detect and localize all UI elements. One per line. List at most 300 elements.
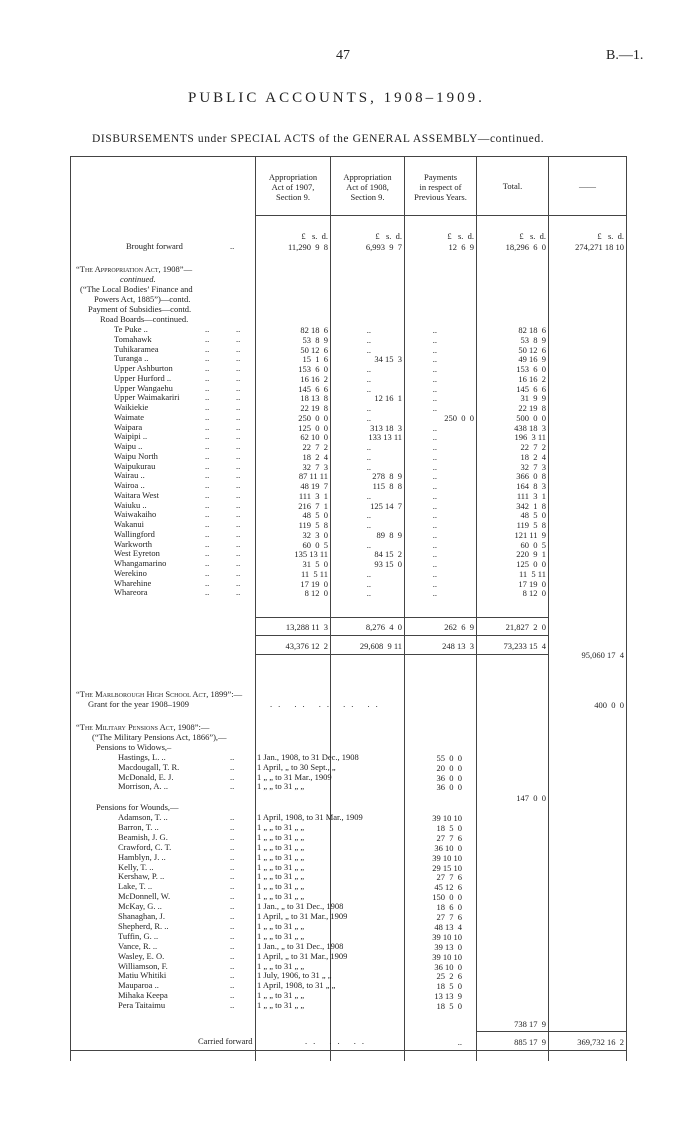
leader-dots: .. xyxy=(205,392,210,403)
road-board-1907: 31 5 0 xyxy=(302,559,328,569)
table-left-rule xyxy=(70,156,71,1061)
pension-amount: 150 0 0 xyxy=(432,892,462,903)
leader-dots: .. xyxy=(205,421,210,432)
leader-dots: .. xyxy=(236,372,241,383)
leader-dots: .. xyxy=(205,450,210,461)
road-board-name: Waipu .. xyxy=(114,441,143,451)
pension-period: 1 April, 1908, to 31 Mar., 1909 xyxy=(257,812,363,822)
pension-amount: 25 2 6 xyxy=(436,971,462,982)
leader-dots: .. xyxy=(236,363,241,373)
leader-dots: .. xyxy=(236,421,241,432)
pension-amount: 27 7 6 xyxy=(436,832,462,843)
pensioner-name: Shanaghan, J. xyxy=(118,911,165,921)
leader-dots: .. xyxy=(236,489,241,500)
leader-dots: .. xyxy=(236,343,241,354)
column-header-total: Total. xyxy=(502,181,523,191)
road-board-name: Waiwakaiho xyxy=(114,509,157,520)
road-board-previous: .. xyxy=(432,364,437,374)
subtotal-1908: 8,276 4 0 xyxy=(365,622,402,632)
brought-forward-grand: 274,271 18 10 xyxy=(575,242,624,252)
road-board-total: 119 5 8 xyxy=(516,520,546,530)
road-board-total: 11 5 11 xyxy=(519,568,546,579)
pension-amount: 18 5 0 xyxy=(436,1001,462,1012)
leader-dots: .. xyxy=(236,382,241,393)
road-board-total: 438 18 3 xyxy=(514,422,546,433)
pension-period: 1 „ „ to 31 „ „ xyxy=(257,871,305,882)
road-board-total: 50 12 6 xyxy=(518,344,546,355)
leader-dots: .. xyxy=(230,831,235,842)
road-board-1908: .. xyxy=(366,373,371,384)
road-board-previous: .. xyxy=(432,529,437,540)
brought-forward-label: Brought forward xyxy=(126,241,183,251)
road-board-previous: 250 0 0 xyxy=(444,412,474,423)
leader-dots: .. xyxy=(236,460,241,471)
cumulative-1908: 29,608 9 11 xyxy=(359,641,402,651)
leader-dots: .. xyxy=(230,812,235,822)
road-board-name: West Eyreton xyxy=(114,548,160,559)
leader-dots: .. xyxy=(230,771,235,782)
leader-dots: .. xyxy=(230,911,235,921)
road-board-1907: 18 2 4 xyxy=(302,451,328,462)
pensioner-name: Adamson, T. .. xyxy=(118,812,168,822)
road-board-previous: .. xyxy=(432,325,437,335)
road-board-total: 82 18 6 xyxy=(518,325,546,335)
pension-period: 1 Jan., „ to 31 Dec., 1908 xyxy=(257,901,344,912)
leader-dots: .. xyxy=(236,528,241,539)
pensioner-name: Lake, T. .. xyxy=(118,881,153,892)
col-rule xyxy=(255,156,256,1061)
section-subheading: Powers Act, 1885”)—contd. xyxy=(94,294,191,304)
subtotal-rule xyxy=(255,617,548,618)
pension-amount: 36 0 0 xyxy=(436,782,462,793)
road-board-1907: 53 8 9 xyxy=(302,334,328,345)
pensioner-name: McDonnell, W. xyxy=(118,891,171,902)
section-subheading: Payment of Subsidies—contd. xyxy=(88,304,192,314)
column-header-previous-years xyxy=(405,172,476,202)
leader-dots: .. xyxy=(205,333,210,344)
pension-period: 1 „ „ to 31 „ „ xyxy=(257,1000,305,1011)
leader-dots: .. xyxy=(205,480,210,490)
leader-dots: .. xyxy=(205,324,210,334)
leader-dots: .. xyxy=(205,519,210,529)
road-board-1908: 12 16 1 xyxy=(374,393,402,404)
leader-dots: .. xyxy=(205,343,210,354)
leader-dots: .. xyxy=(230,851,235,862)
pension-period: 1 „ „ to 31 „ „ xyxy=(257,851,305,862)
cumulative-total: 73,233 15 4 xyxy=(503,641,546,651)
road-board-1908: .. xyxy=(366,344,371,355)
road-board-name: Upper Wangaehu xyxy=(114,382,173,393)
road-board-1907: 18 13 8 xyxy=(300,393,328,404)
road-board-total: 53 8 9 xyxy=(520,334,546,345)
leader-dots: .. xyxy=(230,930,235,941)
road-board-total: 32 7 3 xyxy=(520,461,546,472)
cumulative-1907: 43,376 12 2 xyxy=(285,641,328,651)
leader-dots: .. xyxy=(205,509,210,520)
road-board-previous: .. xyxy=(432,383,437,394)
pensioner-name: Macdougall, T. R. xyxy=(118,761,180,772)
road-board-1907: 216 7 1 xyxy=(298,500,328,511)
road-board-1908: .. xyxy=(366,490,371,501)
pensioner-name: Williamson, F. xyxy=(118,960,168,971)
leader-dots: .. xyxy=(230,761,235,772)
road-board-total: 164 8 3 xyxy=(516,481,546,491)
road-board-total: 125 0 0 xyxy=(516,559,546,569)
leader-dots: .. xyxy=(230,821,235,832)
road-board-1907: 111 3 1 xyxy=(298,490,328,501)
subtotal-rule xyxy=(255,635,548,636)
road-board-total: 31 9 9 xyxy=(520,393,546,404)
leader-dots: .. xyxy=(205,353,210,364)
header-line: Appropriation xyxy=(268,172,318,182)
pensioner-name: Kershaw, P. .. xyxy=(118,871,165,882)
road-board-previous: .. xyxy=(432,568,437,579)
brought-forward-previous: 12 6 9 xyxy=(448,242,474,252)
leader-dots: .. xyxy=(230,841,235,852)
road-board-previous: .. xyxy=(432,461,437,472)
leader-dots: .. xyxy=(236,333,241,344)
column-header-blank: —— xyxy=(579,181,596,191)
leader-dots: .. xyxy=(230,241,235,251)
wounds-heading: Pensions for Wounds,— xyxy=(96,802,179,812)
leader-dots: .. xyxy=(205,567,210,578)
road-board-total: 18 2 4 xyxy=(520,451,546,462)
header-line: in respect of xyxy=(419,182,462,192)
road-board-total: 196 3 11 xyxy=(514,432,546,443)
carried-forward-grand: 369,732 16 2 xyxy=(577,1037,624,1047)
road-board-name: Waiuku .. xyxy=(114,499,147,510)
section-heading-marlborough: “The Marlborough High School Act, 1899”:— xyxy=(76,689,243,699)
road-board-1908: 278 8 9 xyxy=(372,471,402,482)
leader-dots: .. xyxy=(230,901,235,912)
pension-period: 1 April, „ to 30 Sept., „ xyxy=(257,761,336,772)
header-rule xyxy=(255,215,626,216)
section-continued: continued. xyxy=(120,274,156,284)
road-board-name: Upper Ashburton xyxy=(114,363,173,373)
road-board-1907: 135 13 11 xyxy=(294,549,328,560)
pensioner-name: Wasley, E. O. xyxy=(118,950,165,961)
road-board-name: Warkworth xyxy=(114,538,153,549)
pension-period: 1 „ „ to 31 „ „ xyxy=(257,891,305,902)
leader-dots: .. xyxy=(230,960,235,971)
brought-forward-1907: 11,290 9 8 xyxy=(287,242,328,252)
pension-period: 1 „ „ to 31 „ „ xyxy=(257,841,305,852)
leader-dots: .. xyxy=(205,441,210,451)
leader-dots: .. xyxy=(236,431,241,442)
leader-dots: .. xyxy=(205,558,210,568)
road-board-1908: .. xyxy=(366,588,371,599)
pension-period: 1 July, 1906, to 31 „ „ xyxy=(257,970,332,981)
road-board-1908: .. xyxy=(366,403,371,413)
pension-amount: 55 0 0 xyxy=(436,753,462,763)
pension-period: 1 „ „ to 31 „ „ xyxy=(257,861,305,872)
subtotal-1907: 13,288 11 3 xyxy=(285,622,328,632)
road-board-previous: .. xyxy=(432,432,437,443)
pension-amount: 36 0 0 xyxy=(436,772,462,783)
road-board-1908: .. xyxy=(366,578,371,589)
road-board-1907: 17 19 0 xyxy=(300,578,328,589)
pensioner-name: Mauparoa .. xyxy=(118,980,159,991)
leader-dots: .. xyxy=(230,1000,235,1011)
road-board-previous: .. xyxy=(432,334,437,345)
road-board-name: Waipara xyxy=(114,421,143,432)
pension-amount: 27 7 6 xyxy=(436,872,462,883)
leader-dots: .. xyxy=(230,871,235,882)
leader-dots: .. xyxy=(236,587,241,598)
pension-amount: 39 13 0 xyxy=(434,941,462,952)
road-board-1907: 8 12 0 xyxy=(304,588,328,599)
leader-dots: .. xyxy=(205,538,210,549)
road-board-1907: 15 1 6 xyxy=(302,354,328,365)
leader-dots: .. xyxy=(205,577,210,588)
header-line: Act of 1907, xyxy=(271,182,315,192)
road-board-total: 145 6 6 xyxy=(516,383,546,394)
brought-forward-1908: 6,993 9 7 xyxy=(365,242,402,252)
section-subheading: (“The Military Pensions Act, 1866”),— xyxy=(92,732,227,742)
leader-dots: .. xyxy=(236,519,241,529)
road-board-previous: .. xyxy=(432,490,437,501)
leader-dots: .. .. .. xyxy=(305,1036,370,1046)
pension-period: 1 April, 1908, to 31 „ „ xyxy=(257,980,336,991)
leader-dots: .. xyxy=(236,402,241,412)
leader-dots: .. xyxy=(236,450,241,461)
road-board-name: Tuhikaramea xyxy=(114,343,159,354)
road-board-previous: .. xyxy=(432,559,437,569)
pensioner-name: McKay, G. .. xyxy=(118,901,162,912)
road-board-previous: .. xyxy=(432,422,437,433)
road-board-1907: 16 16 2 xyxy=(300,373,328,384)
leader-dots: .. xyxy=(236,441,241,451)
leader-dots: .. xyxy=(230,980,235,991)
road-board-total: 17 19 0 xyxy=(518,578,546,589)
page-number: 47 xyxy=(336,48,350,63)
pension-amount: 29 15 10 xyxy=(432,862,462,873)
pensioner-name: Matiu Whitiki xyxy=(118,970,167,981)
pension-period: 1 „ „ to 31 Mar., 1909 xyxy=(257,771,332,782)
subtotal-rule xyxy=(255,654,548,655)
section-subheading: Road Boards—continued. xyxy=(100,314,189,324)
road-board-1907: 250 0 0 xyxy=(298,412,328,423)
road-board-1907: 32 3 0 xyxy=(302,529,328,540)
road-board-1908: 84 15 2 xyxy=(374,549,402,560)
pension-amount: 13 13 9 xyxy=(434,991,462,1002)
units-label: £ s. d. xyxy=(597,231,624,241)
col-rule xyxy=(476,156,477,1061)
road-board-1907: 48 5 0 xyxy=(302,510,328,521)
widows-total: 147 0 0 xyxy=(516,793,546,803)
pensioner-name: McDonald, E. J. xyxy=(118,771,174,782)
road-board-previous: .. xyxy=(432,471,437,482)
pension-period: 1 April, „ to 31 Mar., 1909 xyxy=(257,950,348,961)
pension-period: 1 „ „ to 31 „ „ xyxy=(257,781,305,792)
cumulative-previous: 248 13 3 xyxy=(442,641,474,651)
road-board-total: 111 3 1 xyxy=(516,490,546,501)
road-board-name: Waipukurau xyxy=(114,460,156,471)
pension-amount: 39 10 10 xyxy=(432,852,462,863)
leader-dots: .. xyxy=(236,538,241,549)
carried-forward-previous: .. xyxy=(457,1037,462,1047)
road-board-1908: .. xyxy=(366,412,371,423)
header-line: Appropriation xyxy=(343,172,392,182)
road-board-1907: 50 12 6 xyxy=(300,344,328,355)
leader-dots: .. xyxy=(205,431,210,442)
pension-amount: 45 12 6 xyxy=(434,882,462,893)
pension-period: 1 „ „ to 31 „ „ xyxy=(257,831,305,842)
header-line: Act of 1908, xyxy=(346,182,389,192)
road-board-1907: 87 11 11 xyxy=(298,471,328,482)
leader-dots: .. xyxy=(236,499,241,510)
marlborough-grant-label: Grant for the year 1908–1909 xyxy=(88,699,190,709)
widows-heading: Pensions to Widows,– xyxy=(96,742,172,752)
section-heading-appropriation: “The Appropriation Act, 1908”— xyxy=(76,264,193,274)
road-board-name: Waitara West xyxy=(114,489,159,500)
section-subheading: (“The Local Bodies’ Finance and xyxy=(80,284,193,294)
leader-dots: .. xyxy=(230,781,235,792)
road-board-name: Te Puke .. xyxy=(114,324,148,334)
leader-dots: .. .. .. .. .. xyxy=(270,699,384,709)
road-board-1908: .. xyxy=(366,364,371,374)
col-rule xyxy=(404,156,405,1061)
road-board-1908: .. xyxy=(366,520,371,530)
col-rule xyxy=(548,156,549,1061)
leader-dots: .. xyxy=(230,891,235,902)
road-board-total: 366 0 8 xyxy=(516,471,546,482)
pensioner-name: Mihaka Keepa xyxy=(118,990,168,1001)
leader-dots: .. xyxy=(236,353,241,364)
road-board-1907: 119 5 8 xyxy=(298,520,328,530)
pension-period: 1 „ „ to 31 „ „ xyxy=(257,960,305,971)
road-board-name: Waipu North xyxy=(114,450,158,461)
road-board-name: Wharehine xyxy=(114,577,152,588)
road-board-1907: 125 0 0 xyxy=(298,422,328,433)
road-board-1908: 115 8 8 xyxy=(372,481,402,491)
road-board-1908: .. xyxy=(366,383,371,394)
road-board-1908: .. xyxy=(366,539,371,550)
road-board-previous: .. xyxy=(432,539,437,550)
leader-dots: .. xyxy=(205,548,210,559)
road-board-name: Upper Waimakariri xyxy=(114,392,180,403)
units-label: £ s. d. xyxy=(519,231,546,241)
leader-dots: .. xyxy=(236,548,241,559)
carried-forward-rule xyxy=(476,1031,626,1032)
road-board-1908: 133 13 11 xyxy=(368,432,402,443)
road-board-name: Wairoa .. xyxy=(114,480,145,490)
leader-dots: .. xyxy=(205,411,210,422)
road-board-1907: 22 7 2 xyxy=(302,442,328,452)
road-board-1908: 89 8 9 xyxy=(376,529,402,540)
road-board-name: Waikiekie xyxy=(114,402,149,412)
leader-dots: .. xyxy=(236,411,241,422)
road-board-name: Waimate xyxy=(114,411,144,422)
leader-dots: .. xyxy=(230,990,235,1001)
leader-dots: .. xyxy=(236,480,241,490)
road-board-total: 60 0 5 xyxy=(520,539,546,550)
wounds-total: 738 17 9 xyxy=(514,1019,546,1029)
road-board-1907: 153 6 0 xyxy=(298,364,328,374)
road-board-total: 22 19 8 xyxy=(518,403,546,413)
road-board-1907: 32 7 3 xyxy=(302,461,328,472)
pension-amount: 36 10 0 xyxy=(434,961,462,972)
leader-dots: .. xyxy=(236,324,241,334)
road-board-total: 48 5 0 xyxy=(520,510,546,521)
pensioner-name: Pera Taitaimu xyxy=(118,1000,166,1011)
road-board-1908: 125 14 7 xyxy=(370,500,402,511)
leader-dots: .. xyxy=(236,558,241,568)
road-board-name: Wairau .. xyxy=(114,470,145,481)
road-board-previous: .. xyxy=(432,500,437,511)
leader-dots: .. xyxy=(236,577,241,588)
column-header-1908 xyxy=(331,172,404,202)
pension-amount: 27 7 6 xyxy=(436,912,462,922)
pensioner-name: Kelly, T. .. xyxy=(118,861,154,872)
pension-amount: 18 5 0 xyxy=(436,981,462,992)
road-board-1907: 48 19 7 xyxy=(300,481,328,491)
leader-dots: .. xyxy=(230,950,235,961)
pension-amount: 39 10 10 xyxy=(432,931,462,942)
pensioner-name: Morrison, A. .. xyxy=(118,781,169,792)
pensioner-name: Hastings, L. .. xyxy=(118,752,166,762)
section-grand-total: 95,060 17 4 xyxy=(581,650,624,660)
leader-dots: .. xyxy=(205,363,210,373)
leader-dots: .. xyxy=(230,940,235,951)
road-board-name: Whareora xyxy=(114,587,148,598)
leader-dots: .. xyxy=(205,372,210,383)
leader-dots: .. xyxy=(205,470,210,481)
page-subtitle: DISBURSEMENTS under SPECIAL ACTS of the GENERAL ASSEMBLY—continued. xyxy=(92,133,545,145)
pension-period: 1 „ „ to 31 „ „ xyxy=(257,821,305,832)
road-board-previous: .. xyxy=(432,481,437,491)
road-board-1908: 34 15 3 xyxy=(374,354,402,365)
road-board-previous: .. xyxy=(432,451,437,462)
road-board-previous: .. xyxy=(432,393,437,404)
leader-dots: .. xyxy=(236,470,241,481)
brought-forward-total: 18,296 6 0 xyxy=(505,242,546,252)
section-heading-military: “The Military Pensions Act, 1908”:— xyxy=(76,722,210,732)
subtotal-previous: 262 6 9 xyxy=(444,622,474,632)
leader-dots: .. xyxy=(236,567,241,578)
header-line: Previous Years. xyxy=(414,192,467,202)
units-label: £ s. d. xyxy=(375,231,402,241)
road-board-total: 16 16 2 xyxy=(518,373,546,384)
units-label: £ s. d. xyxy=(447,231,474,241)
road-board-total: 121 11 9 xyxy=(514,529,546,540)
road-board-total: 8 12 0 xyxy=(522,588,546,599)
road-board-previous: .. xyxy=(432,344,437,355)
carried-forward-label: Carried forward xyxy=(198,1036,253,1046)
road-board-previous: .. xyxy=(432,549,437,560)
document-reference: B.—1. xyxy=(606,48,644,63)
leader-dots: .. xyxy=(230,881,235,892)
road-board-1907: 82 18 6 xyxy=(300,325,328,335)
table-top-rule xyxy=(70,156,626,157)
pensioner-name: Hamblyn, J. .. xyxy=(118,851,166,862)
pensioner-name: Shepherd, R. .. xyxy=(118,920,169,931)
pension-amount: 48 13 4 xyxy=(434,921,462,932)
pension-period: 1 „ „ to 31 „ „ xyxy=(257,881,305,892)
leader-dots: .. xyxy=(230,920,235,931)
leader-dots: .. xyxy=(236,392,241,403)
leader-dots: .. xyxy=(205,460,210,471)
subtotal-total: 21,827 2 0 xyxy=(505,622,546,632)
pension-period: 1 „ „ to 31 „ „ xyxy=(257,990,305,1001)
leader-dots: .. xyxy=(205,587,210,598)
marlborough-amount: 400 0 0 xyxy=(594,700,624,710)
road-board-name: Whangamarino xyxy=(114,558,167,568)
pensioner-name: Tuffin, G. .. xyxy=(118,930,159,941)
leader-dots: .. xyxy=(230,752,235,762)
road-board-previous: .. xyxy=(432,510,437,521)
road-board-total: 220 9 1 xyxy=(516,549,546,560)
